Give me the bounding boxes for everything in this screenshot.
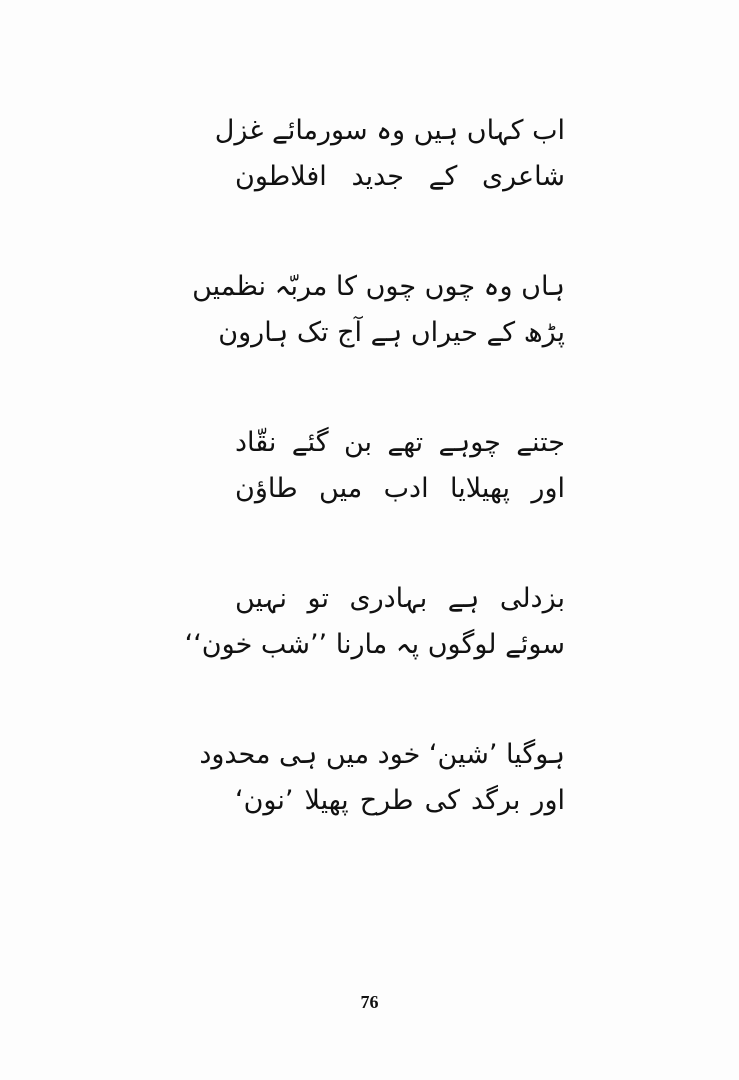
- stanza-1: [214, 108, 565, 200]
- stanza-5: [199, 732, 565, 824]
- verse-line: ہوگیا ’شین‘ خود میں ہی محدود: [199, 739, 565, 770]
- poem: [184, 108, 565, 824]
- verse-line: پڑھ کے حیراں ہے آج تک ہارون: [218, 317, 565, 348]
- verse-line: جتنے چوہے تھے بن گئے نقّاد: [235, 427, 565, 458]
- stanza-2: [192, 264, 565, 356]
- verse-line: اب کہاں ہیں وہ سورمائے غزل: [214, 115, 565, 146]
- stanza-3: [235, 420, 565, 512]
- verse-line: بزدلی ہے بہادری تو نہیں: [235, 583, 565, 614]
- stanza-4: [184, 576, 565, 668]
- verse-line: سوئے لوگوں پہ مارنا ’’شب خون‘‘: [184, 629, 565, 660]
- verse-line: اور برگد کی طرح پھیلا ’نون‘: [235, 785, 565, 816]
- verse-line: شاعری کے جدید افلاطون: [235, 161, 565, 192]
- page-number: 76: [360, 992, 379, 1012]
- verse-line: اور پھیلایا ادب میں طاؤن: [235, 473, 565, 504]
- verse-line: ہاں وہ چوں چوں کا مربّہ نظمیں: [192, 271, 565, 302]
